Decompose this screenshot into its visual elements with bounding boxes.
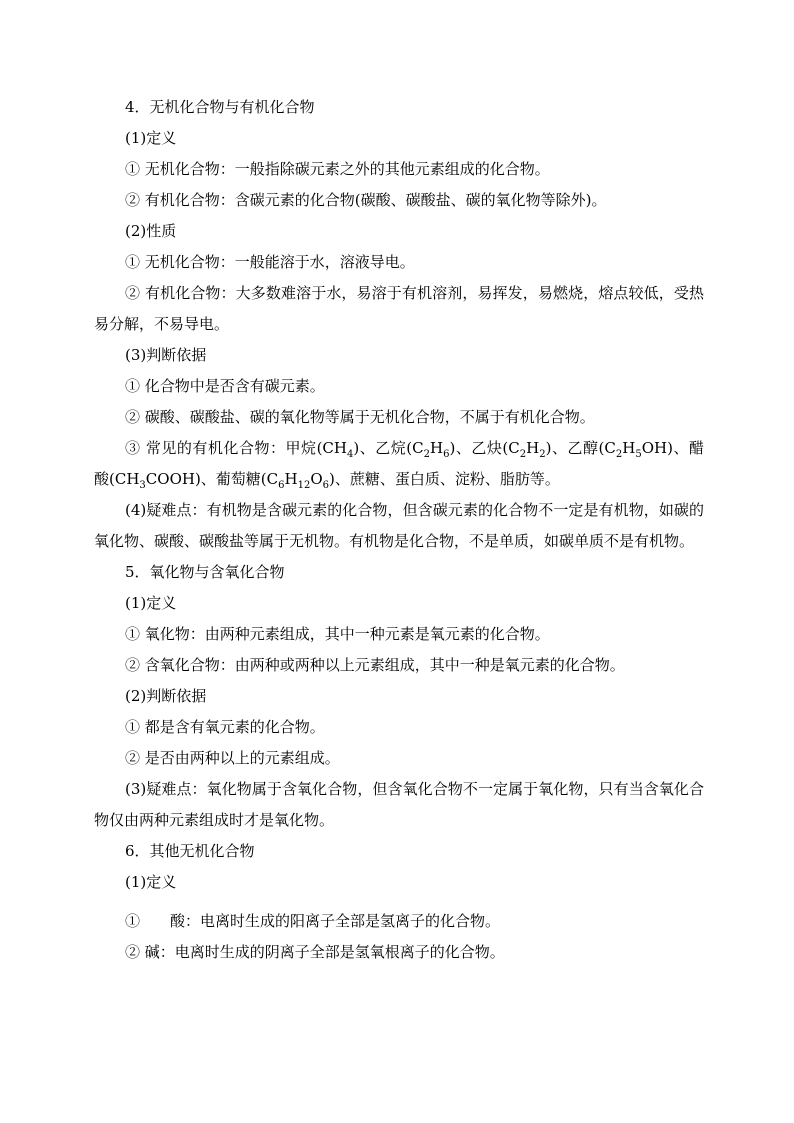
document-body xyxy=(94,92,704,968)
section-4-definition-title: (1)定义 xyxy=(125,129,177,147)
subscript: 2 xyxy=(423,449,431,460)
section-5-judgement-title: (2)判断依据 xyxy=(125,687,207,705)
section-4-judgement-1: ① 化合物中是否含有碳元素。 xyxy=(125,377,325,395)
formula-text: H xyxy=(430,439,444,457)
formula-text: H xyxy=(284,470,298,488)
section-5-judgement-2: ② 是否由两种以上的元素组成。 xyxy=(125,749,340,767)
section-6-definition-2: ② 碱：电离时生成的阴离子全部是氢氧根离子的化合物。 xyxy=(125,943,505,961)
formula-text: H xyxy=(526,439,540,457)
section-4-property-1: ① 无机化合物：一般能溶于水，溶液导电。 xyxy=(125,253,415,271)
section-6-definition-title: (1)定义 xyxy=(125,873,177,891)
subscript: 2 xyxy=(539,449,546,460)
section-4-difficulty: (4)疑难点：有机物是含碳元素的化合物，但含碳元素的化合物不一定是有机物，如碳的氧化物、碳酸、碳酸盐等属于无机物。有机物是化合物，不是单质，如碳单质不是有机物。 xyxy=(94,501,704,550)
section-4-definition-1: ① 无机化合物：一般指除碳元素之外的其他元素组成的化合物。 xyxy=(125,160,550,178)
section-5-definition-title: (1)定义 xyxy=(125,594,177,612)
subscript: 6 xyxy=(278,480,285,491)
section-4-property-title: (2)性质 xyxy=(125,222,177,240)
formula-text: )、乙烷(C xyxy=(353,439,424,457)
section-5-judgement-1: ① 都是含有氧元素的化合物。 xyxy=(125,718,325,736)
formula-text: )、乙醇(C xyxy=(545,439,616,457)
section-4-judgement-3 xyxy=(94,433,704,495)
section-5-difficulty: (3)疑难点：氧化物属于含氧化合物，但含氧化合物不一定属于氧化物，只有当含氧化合物仅由两种元素组成时才是氧化物。 xyxy=(94,780,704,829)
subscript: 3 xyxy=(139,480,146,491)
formula-text: )、乙炔(C xyxy=(449,439,520,457)
formula-text: COOH)、葡萄糖(C xyxy=(145,470,279,488)
formula-text: OH)、醋酸(CH xyxy=(94,439,705,488)
formula-text: H xyxy=(622,439,636,457)
section-5-heading: 5．氧化物与含氧化合物 xyxy=(125,563,285,581)
section-4-heading: 4．无机化合物与有机化合物 xyxy=(125,98,315,116)
section-6-definition-1: ① 酸：电离时生成的阳离子全部是氢离子的化合物。 xyxy=(125,912,501,930)
subscript: 5 xyxy=(635,449,642,460)
subscript: 2 xyxy=(615,449,623,460)
formula-text: O xyxy=(310,470,323,488)
section-6-heading: 6．其他无机化合物 xyxy=(125,842,255,860)
section-4-judgement-title: (3)判断依据 xyxy=(125,346,207,364)
formula-text: ③ 常见的有机化合物：甲烷(CH xyxy=(125,439,347,457)
section-5-definition-2: ② 含氧化合物：由两种或两种以上元素组成，其中一种是氧元素的化合物。 xyxy=(125,656,625,674)
section-5-definition-1: ① 氧化物：由两种元素组成，其中一种元素是氧元素的化合物。 xyxy=(125,625,550,643)
section-4-judgement-2: ② 碳酸、碳酸盐、碳的氧化物等属于无机化合物，不属于有机化合物。 xyxy=(125,408,595,426)
subscript: 12 xyxy=(297,480,311,491)
section-4-property-2: ② 有机化合物：大多数难溶于水，易溶于有机溶剂，易挥发，易燃烧，熔点较低，受热易分解，不易导电。 xyxy=(94,284,704,333)
subscript: 6 xyxy=(322,480,330,491)
formula-text: )、蔗糖、蛋白质、淀粉、脂肪等。 xyxy=(329,470,560,488)
section-4-definition-2: ② 有机化合物：含碳元素的化合物(碳酸、碳酸盐、碳的氧化物等除外)。 xyxy=(125,191,607,209)
subscript: 4 xyxy=(346,449,354,460)
subscript: 6 xyxy=(443,449,450,460)
subscript: 2 xyxy=(519,449,527,460)
